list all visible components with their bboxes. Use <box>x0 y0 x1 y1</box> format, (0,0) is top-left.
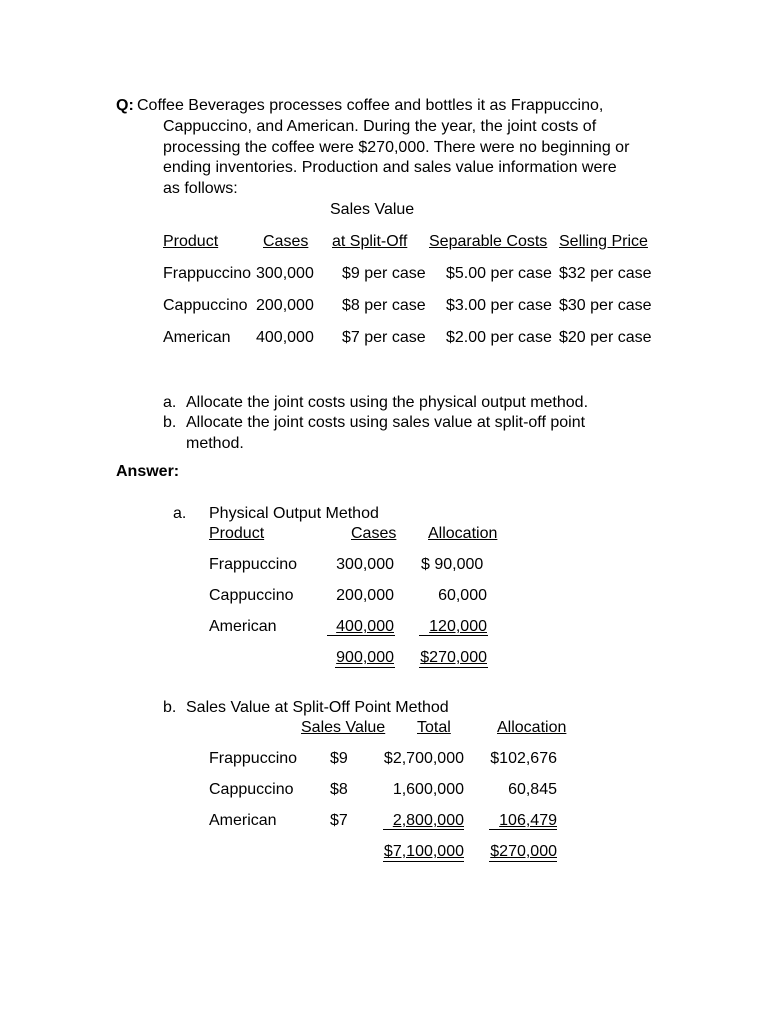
question-line-4: ending inventories. Production and sales value information were <box>163 159 617 176</box>
part-a-total-cases: 900,000 <box>336 649 394 666</box>
info-cell: Frappuccino <box>163 265 252 282</box>
part-b-alloc-sum-rule <box>489 829 557 830</box>
question-line-2: Cappuccino, and American. During the year, the joint costs of <box>163 118 597 135</box>
part-b-product: Frappuccino <box>209 750 298 767</box>
info-header-sales-value: at Split-Off <box>332 233 408 250</box>
part-b-sales-value: $7 <box>330 812 348 829</box>
info-cell: 200,000 <box>256 297 314 314</box>
info-cell: $2.00 per case <box>446 329 552 346</box>
part-a-marker: a. <box>173 505 187 522</box>
part-a-cases: 400,000 <box>336 618 394 635</box>
part-b-marker: b. <box>163 699 177 716</box>
part-b-header-total: Total <box>417 719 451 736</box>
part-b-allocation: 60,845 <box>508 781 557 798</box>
part-b-total-sum-rule <box>383 829 464 830</box>
info-cell: American <box>163 329 231 346</box>
part-b-sales-value: $8 <box>330 781 348 798</box>
part-b-product: American <box>209 812 277 829</box>
part-b-total: 2,800,000 <box>392 812 464 829</box>
task-b-marker: b. <box>163 414 177 431</box>
part-a-allocation: $ 90,000 <box>421 556 484 573</box>
info-cell: $9 per case <box>342 265 426 282</box>
question-line-5: as follows: <box>163 180 238 197</box>
question-label: Q: <box>116 97 134 114</box>
part-a-allocation: 120,000 <box>429 618 487 635</box>
part-b-alloc-grand-rule <box>489 861 557 862</box>
question-line-1: Coffee Beverages processes coffee and bottles it as Frappuccino, <box>137 97 604 114</box>
part-a-alloc-sum-rule <box>419 635 488 636</box>
info-header-cases: Cases <box>263 233 309 250</box>
info-cell: $20 per case <box>559 329 652 346</box>
info-cell: 300,000 <box>256 265 314 282</box>
info-cell: $30 per case <box>559 297 652 314</box>
part-b-title: Sales Value at Split-Off Point Method <box>186 699 449 716</box>
part-a-header-product: Product <box>209 525 265 542</box>
part-a-header-cases: Cases <box>351 525 397 542</box>
part-a-total-allocation: $270,000 <box>420 649 487 666</box>
part-a-alloc-total-rule <box>419 667 488 668</box>
task-a-marker: a. <box>163 394 177 411</box>
part-b-product: Cappuccino <box>209 781 294 798</box>
info-cell: $5.00 per case <box>446 265 552 282</box>
info-cell: $3.00 per case <box>446 297 552 314</box>
part-b-sales-value: $9 <box>330 750 348 767</box>
info-header-product: Product <box>163 233 219 250</box>
part-a-cases: 200,000 <box>336 587 394 604</box>
part-b-allocation: $102,676 <box>490 750 557 767</box>
part-a-title: Physical Output Method <box>209 505 379 522</box>
part-a-allocation: 60,000 <box>438 587 487 604</box>
part-b-total-allocation: $270,000 <box>490 843 557 860</box>
part-a-product: Cappuccino <box>209 587 294 604</box>
part-a-cases-total-rule <box>335 667 395 668</box>
info-cell: $8 per case <box>342 297 426 314</box>
part-b-header-allocation: Allocation <box>497 719 567 736</box>
task-b-text-cont: method. <box>186 435 244 452</box>
part-a-product: American <box>209 618 277 635</box>
part-a-product: Frappuccino <box>209 556 298 573</box>
info-super-header: Sales Value <box>330 201 415 218</box>
info-cell: $32 per case <box>559 265 652 282</box>
part-b-total-grand-rule <box>383 861 464 862</box>
info-header-selling-price: Selling Price <box>559 233 648 250</box>
part-a-header-allocation: Allocation <box>428 525 498 542</box>
part-b-total: $2,700,000 <box>383 750 464 767</box>
info-header-separable-costs: Separable Costs <box>429 233 548 250</box>
part-b-grand-total: $7,100,000 <box>383 843 464 860</box>
answer-label: Answer: <box>116 463 180 480</box>
part-b-allocation: 106,479 <box>499 812 557 829</box>
part-b-header-sales-value: Sales Value <box>301 719 386 736</box>
part-a-cases-sum-rule <box>327 635 395 636</box>
part-b-total: 1,600,000 <box>392 781 464 798</box>
part-a-cases: 300,000 <box>336 556 394 573</box>
info-cell: $7 per case <box>342 329 426 346</box>
info-cell: 400,000 <box>256 329 314 346</box>
info-cell: Cappuccino <box>163 297 248 314</box>
task-b-text: Allocate the joint costs using sales value at split-off point <box>186 414 586 431</box>
question-line-3: processing the coffee were $270,000. There were no beginning or <box>163 139 630 156</box>
task-a-text: Allocate the joint costs using the physical output method. <box>186 394 589 411</box>
